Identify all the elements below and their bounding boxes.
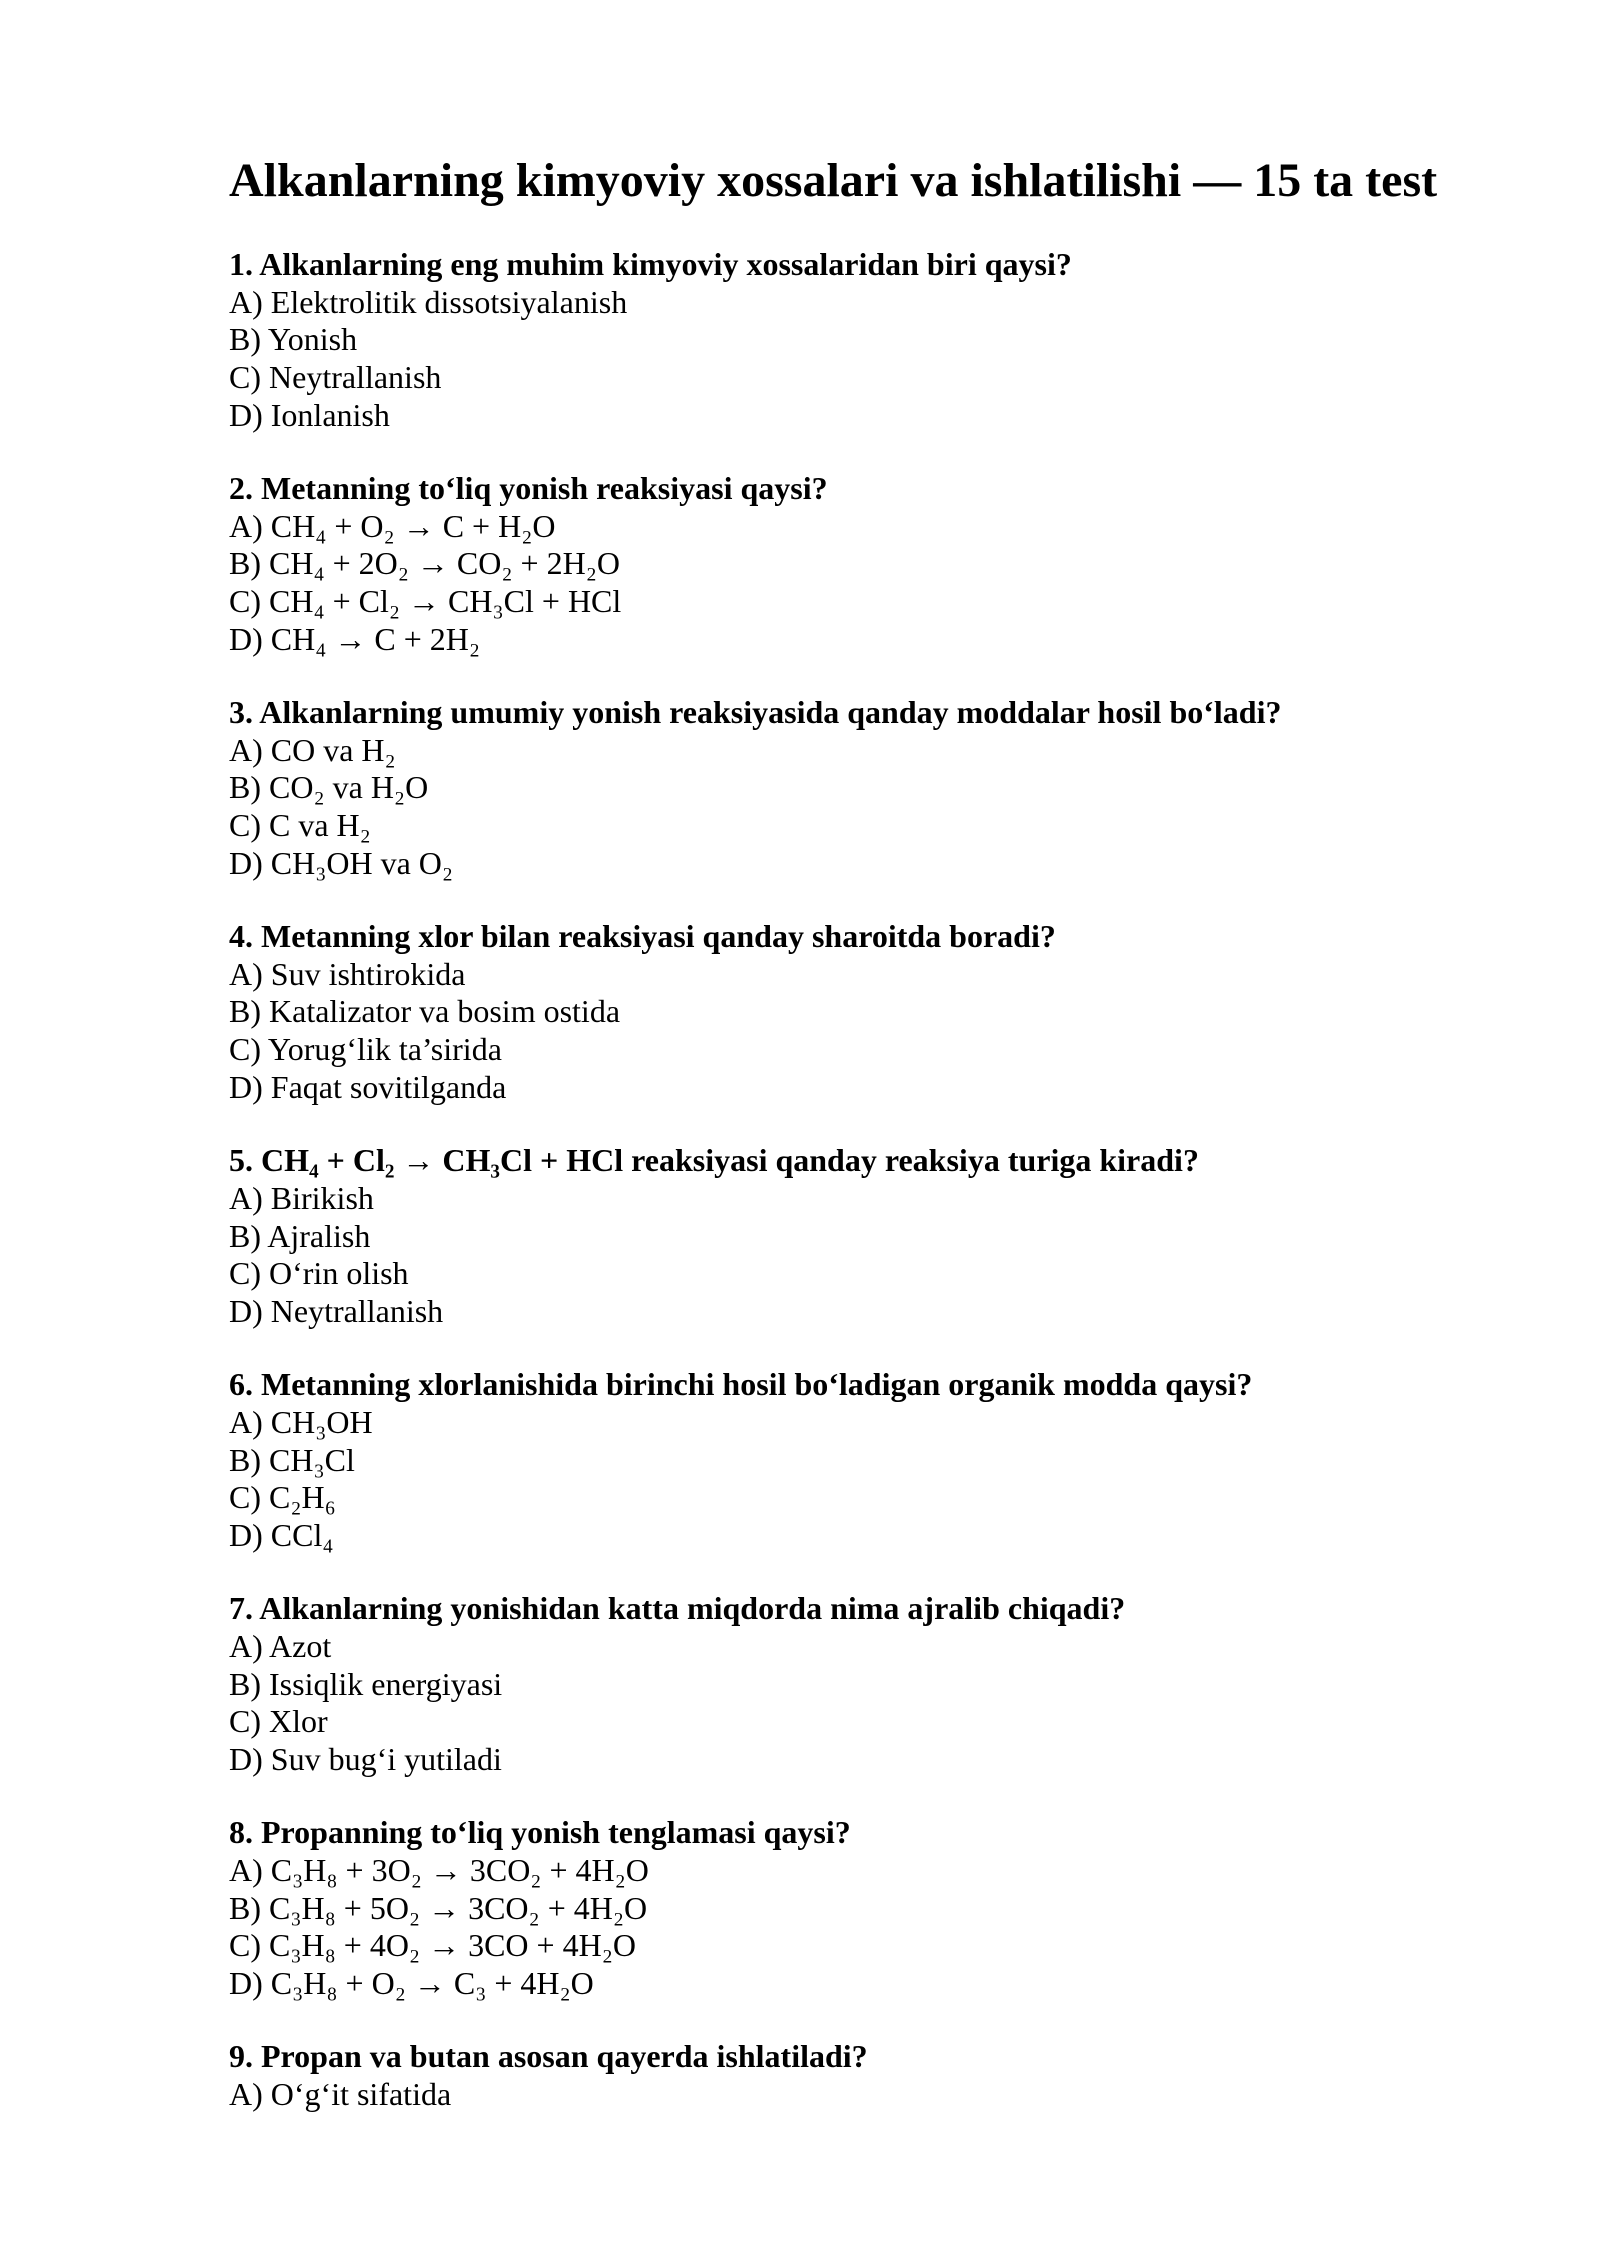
question-8-option-c: C) C₃H₈ + 4O₂ → 3CO + 4H₂O — [229, 1927, 636, 1964]
question-8-option-a: A) C₃H₈ + 3O₂ → 3CO₂ + 4H₂O — [229, 1851, 649, 1888]
question-2-text: 2. Metanning to‘liq yonish reaksiyasi qaysi? — [229, 470, 828, 507]
question-3-text: 3. Alkanlarning umumiy yonish reaksiyasida qanday moddalar hosil bo‘ladi? — [229, 694, 1282, 731]
question-3-option-b: B) CO₂ va H₂O — [229, 769, 429, 806]
question-6 — [229, 1366, 1559, 1554]
question-2-option-d: D) CH₄ → C + 2H₂ — [229, 620, 481, 657]
document-page — [229, 153, 1559, 2149]
question-4 — [229, 918, 1559, 1106]
question-1 — [229, 246, 1559, 434]
question-4-option-d: D) Faqat sovitilganda — [229, 1068, 507, 1105]
question-6-text: 6. Metanning xlorlanishida birinchi hosil bo‘ladigan organik modda qaysi? — [229, 1366, 1253, 1403]
question-7-option-a: A) Azot — [229, 1627, 332, 1664]
question-6-option-d: D) CCl₄ — [229, 1516, 334, 1553]
question-2-option-a: A) CH₄ + O₂ → C + H₂O — [229, 507, 556, 544]
question-5 — [229, 1142, 1559, 1330]
question-7-option-b: B) Issiqlik energiyasi — [229, 1665, 503, 1702]
question-4-text: 4. Metanning xlor bilan reaksiyasi qanday sharoitda boradi? — [229, 918, 1056, 955]
question-3 — [229, 694, 1559, 882]
question-5-option-d: D) Neytrallanish — [229, 1292, 444, 1329]
question-1-option-c: C) Neytrallanish — [229, 359, 442, 396]
question-3-option-d: D) CH₃OH va O₂ — [229, 844, 454, 881]
question-7 — [229, 1590, 1559, 1778]
question-5-option-a: A) Birikish — [229, 1179, 374, 1216]
question-4-option-b: B) Katalizator va bosim ostida — [229, 993, 621, 1030]
question-6-option-a: A) CH₃OH — [229, 1403, 373, 1440]
question-4-option-c: C) Yorug‘lik ta’sirida — [229, 1031, 502, 1068]
question-4-option-a: A) Suv ishtirokida — [229, 955, 466, 992]
question-8 — [229, 1814, 1559, 2002]
question-2-option-c: C) CH₄ + Cl₂ → CH₃Cl + HCl — [229, 583, 622, 620]
question-9-text: 9. Propan va butan asosan qayerda ishlatiladi? — [229, 2038, 868, 2075]
question-3-option-c: C) C va H₂ — [229, 807, 371, 844]
question-5-text: 5. CH₄ + Cl₂ → CH₃Cl + HCl reaksiyasi qanday reaksiya turiga kiradi? — [229, 1142, 1199, 1179]
question-1-text: 1. Alkanlarning eng muhim kimyoviy xossalaridan biri qaysi? — [229, 246, 1072, 282]
question-2 — [229, 470, 1559, 658]
question-6-option-c: C) C₂H₆ — [229, 1479, 336, 1516]
question-7-option-d: D) Suv bug‘i yutiladi — [229, 1740, 502, 1777]
question-5-option-c: C) O‘rin olish — [229, 1255, 409, 1292]
question-7-text: 7. Alkanlarning yonishidan katta miqdorda nima ajralib chiqadi? — [229, 1590, 1126, 1627]
question-8-text: 8. Propanning to‘liq yonish tenglamasi qaysi? — [229, 1814, 851, 1851]
document-title: Alkanlarning kimyoviy xossalari va ishlatilishi — 15 ta test — [229, 154, 1438, 207]
question-1-option-b: B) Yonish — [229, 321, 358, 358]
question-2-option-b: B) CH₄ + 2O₂ → CO₂ + 2H₂O — [229, 545, 620, 582]
question-9-option-a: A) O‘g‘it sifatida — [229, 2075, 452, 2112]
question-1-option-d: D) Ionlanish — [229, 396, 390, 433]
question-7-option-c: C) Xlor — [229, 1703, 328, 1740]
question-9 — [229, 2038, 1559, 2113]
question-6-option-b: B) CH₃Cl — [229, 1441, 355, 1478]
question-3-option-a: A) CO va H₂ — [229, 731, 396, 768]
question-8-option-b: B) C₃H₈ + 5O₂ → 3CO₂ + 4H₂O — [229, 1889, 648, 1926]
question-5-option-b: B) Ajralish — [229, 1217, 371, 1254]
question-8-option-d: D) C₃H₈ + O₂ → C₃ + 4H₂O — [229, 1964, 594, 2001]
question-1-option-a: A) Elektrolitik dissotsiyalanish — [229, 283, 628, 320]
